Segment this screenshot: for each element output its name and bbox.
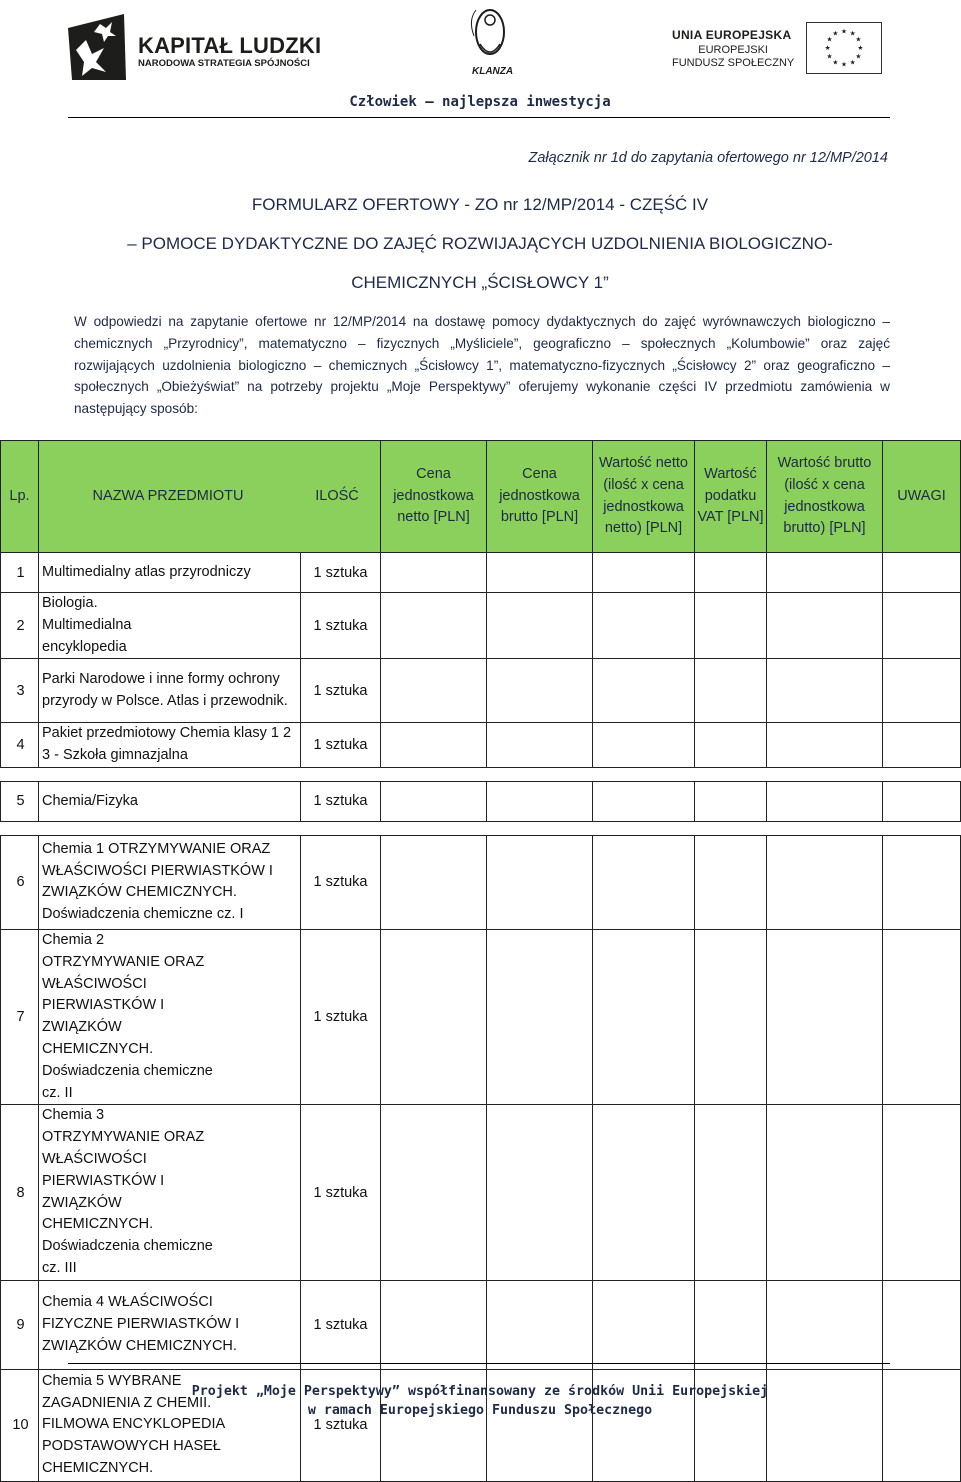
net-price-cell[interactable] — [381, 723, 487, 768]
row-qty: 1 sztuka — [301, 929, 381, 1104]
row-name: Chemia/Fizyka — [39, 781, 301, 821]
net-price-cell[interactable] — [381, 835, 487, 929]
gross-price-cell[interactable] — [487, 929, 593, 1104]
eu-line-2: EUROPEJSKI — [698, 44, 768, 56]
gross-price-cell[interactable] — [487, 659, 593, 723]
header-notes: UWAGI — [883, 441, 961, 553]
notes-cell[interactable] — [883, 929, 961, 1104]
row-lp: 5 — [1, 781, 39, 821]
notes-cell[interactable] — [883, 593, 961, 659]
table-row — [1, 553, 961, 593]
vat-cell[interactable] — [695, 835, 767, 929]
net-value-cell[interactable] — [593, 593, 695, 659]
row-qty: 1 sztuka — [301, 553, 381, 593]
net-value-cell[interactable] — [593, 929, 695, 1104]
gross-value-cell[interactable] — [767, 1105, 883, 1280]
page-footer — [0, 1382, 960, 1420]
intro-paragraph: W odpowiedzi na zapytanie ofertowe nr 12/MP/2014 na dostawę pomocy dydaktycznych do zajęć wyrównawczych biologiczno – chemicznych „Przyrodnicy”, matematyczno – fizycznych „Myśliciele”, geograficzno – społecznych „Kolumbowie” oraz zajęć rozwijających uzdolnienia biologiczno – chemicznych „Ścisłowcy 1”, matematyczno-fizycznych „Ścisłowcy 2” oraz geograficzno – społecznych „Obieżyświat” na potrzeby projektu „Moje Perspektywy” oferujemy wykonanie części IV przedmiotu zamówienia w następujący sposób: — [74, 314, 890, 417]
row-lp: 10 — [1, 1369, 39, 1481]
table-gap — [1, 821, 961, 835]
net-value-cell[interactable] — [593, 723, 695, 768]
row-name: Multimedialny atlas przyrodniczy — [39, 553, 301, 593]
row-lp: 2 — [1, 593, 39, 659]
notes-cell[interactable] — [883, 1280, 961, 1369]
svg-text:★: ★ — [849, 58, 856, 67]
row-lp: 4 — [1, 723, 39, 768]
row-qty: 1 sztuka — [301, 659, 381, 723]
table-gap — [1, 767, 961, 781]
notes-cell[interactable] — [883, 835, 961, 929]
svg-text:★: ★ — [832, 29, 839, 38]
row-lp: 7 — [1, 929, 39, 1104]
row-qty: 1 sztuka — [301, 723, 381, 768]
footer-divider — [68, 1363, 890, 1364]
offer-table-wrapper — [0, 440, 960, 1482]
table-row — [1, 593, 961, 659]
row-name: Parki Narodowe i inne formy ochrony przyrody w Polsce. Atlas i przewodnik. — [39, 659, 301, 723]
vat-cell[interactable] — [695, 553, 767, 593]
gross-value-cell[interactable] — [767, 553, 883, 593]
table-header-row — [1, 441, 961, 553]
net-price-cell[interactable] — [381, 781, 487, 821]
vat-cell[interactable] — [695, 781, 767, 821]
gross-value-cell[interactable] — [767, 723, 883, 768]
svg-text:★: ★ — [855, 52, 862, 61]
notes-cell[interactable] — [883, 1105, 961, 1280]
offer-table — [0, 440, 961, 1482]
row-lp: 6 — [1, 835, 39, 929]
table-gap-row — [1, 821, 961, 835]
page-header — [0, 0, 960, 122]
net-value-cell[interactable] — [593, 835, 695, 929]
svg-text:★: ★ — [826, 52, 833, 61]
row-name: Pakiet przedmiotowy Chemia klasy 1 2 3 - Szkoła gimnazjalna — [39, 723, 301, 768]
table-row — [1, 1280, 961, 1369]
row-name: Chemia 4 WŁAŚCIWOŚCI FIZYCZNE PIERWIASTKÓW I ZWIĄZKÓW CHEMICZNYCH. — [39, 1280, 301, 1369]
notes-cell[interactable] — [883, 781, 961, 821]
footer-line-2: w ramach Europejskiego Funduszu Społecznego — [307, 1403, 653, 1418]
svg-text:★: ★ — [855, 35, 862, 44]
gross-value-cell[interactable] — [767, 835, 883, 929]
vat-cell[interactable] — [695, 1105, 767, 1280]
net-price-cell[interactable] — [381, 593, 487, 659]
net-value-cell[interactable] — [593, 781, 695, 821]
svg-text:★: ★ — [832, 58, 839, 67]
header-net-price: Cena jednostkowa netto [PLN] — [381, 441, 487, 553]
kapital-ludzki-title: KAPITAŁ LUDZKI — [138, 33, 322, 58]
header-qty: ILOŚĆ — [315, 487, 359, 504]
net-price-cell[interactable] — [381, 553, 487, 593]
header-vat: Wartość podatku VAT [PLN] — [695, 441, 767, 553]
row-qty: 1 sztuka — [301, 1105, 381, 1280]
notes-cell[interactable] — [883, 723, 961, 768]
svg-text:★: ★ — [840, 60, 848, 69]
klanza-label: KLANZA — [472, 66, 514, 77]
header-divider — [68, 117, 890, 118]
table-row — [1, 929, 961, 1104]
net-value-cell[interactable] — [593, 553, 695, 593]
table-row — [1, 723, 961, 768]
net-price-cell[interactable] — [381, 659, 487, 723]
row-qty: 1 sztuka — [301, 1369, 381, 1481]
svg-text:★: ★ — [849, 29, 856, 38]
header-net-value: Wartość netto (ilość x cena jednostkowa netto) [PLN] — [593, 441, 695, 553]
tagline: Człowiek – najlepsza inwestycja — [349, 94, 611, 110]
row-name: Chemia 2 OTRZYMYWANIE ORAZ WŁAŚCIWOŚCI PIERWIASTKÓW I ZWIĄZKÓW CHEMICZNYCH. Doświadczenia chemiczne cz. II — [39, 929, 301, 1104]
gross-price-cell[interactable] — [487, 553, 593, 593]
row-name: Chemia 1 OTRZYMYWANIE ORAZ WŁAŚCIWOŚCI PIERWIASTKÓW I ZWIĄZKÓW CHEMICZNYCH. Doświadczenia chemiczne cz. I — [39, 835, 301, 929]
gross-value-cell[interactable] — [767, 1280, 883, 1369]
row-qty: 1 sztuka — [301, 835, 381, 929]
form-title: FORMULARZ OFERTOWY - ZO nr 12/MP/2014 - CZĘŚĆ IV — [251, 195, 709, 214]
vat-cell[interactable] — [695, 1280, 767, 1369]
row-name: Biologia. Multimedialna encyklopedia — [39, 593, 301, 659]
row-name: Chemia 3 OTRZYMYWANIE ORAZ WŁAŚCIWOŚCI PIERWIASTKÓW I ZWIĄZKÓW CHEMICZNYCH. Doświadczenia chemiczne cz. III — [39, 1105, 301, 1280]
form-subtitle-line-1: – POMOCE DYDAKTYCZNE DO ZAJĘĆ ROZWIJAJĄCYCH UZDOLNIENIA BIOLOGICZNO- — [127, 234, 833, 253]
gross-value-cell[interactable] — [767, 781, 883, 821]
table-row — [1, 659, 961, 723]
notes-cell[interactable] — [883, 553, 961, 593]
row-qty: 1 sztuka — [301, 781, 381, 821]
net-price-cell[interactable] — [381, 1280, 487, 1369]
gross-value-cell[interactable] — [767, 929, 883, 1104]
vat-cell[interactable] — [695, 723, 767, 768]
row-qty: 1 sztuka — [301, 1280, 381, 1369]
form-subtitle-line-2: CHEMICZNYCH „ŚCISŁOWCY 1” — [351, 273, 609, 292]
attachment-note: Załącznik nr 1d do zapytania ofertowego nr 12/MP/2014 — [528, 150, 888, 166]
eu-line-3: FUNDUSZ SPOŁECZNY — [672, 57, 795, 69]
net-price-cell[interactable] — [381, 1105, 487, 1280]
row-lp: 8 — [1, 1105, 39, 1280]
net-value-cell[interactable] — [593, 1105, 695, 1280]
row-name: Chemia 5 WYBRANE ZAGADNIENIA Z CHEMII. FILMOWA ENCYKLOPEDIA PODSTAWOWYCH HASEŁ CHEMICZNYCH. — [39, 1369, 301, 1481]
net-value-cell[interactable] — [593, 659, 695, 723]
gross-price-cell[interactable] — [487, 1105, 593, 1280]
table-row — [1, 1105, 961, 1280]
row-lp: 9 — [1, 1280, 39, 1369]
table-gap-row — [1, 767, 961, 781]
svg-text:★: ★ — [840, 27, 848, 36]
vat-cell[interactable] — [695, 929, 767, 1104]
header-name: NAZWA PRZEDMIOTU — [92, 487, 244, 504]
svg-text:★: ★ — [824, 43, 831, 52]
net-price-cell[interactable] — [381, 929, 487, 1104]
gross-price-cell[interactable] — [487, 781, 593, 821]
gross-price-cell[interactable] — [487, 835, 593, 929]
eu-flag-icon — [806, 22, 882, 74]
row-lp: 1 — [1, 553, 39, 593]
vat-cell[interactable] — [695, 659, 767, 723]
kapital-ludzki-subtitle: NARODOWA STRATEGIA SPÓJNOŚCI — [138, 58, 310, 69]
header-name-qty — [39, 441, 381, 553]
svg-text:★: ★ — [857, 43, 864, 52]
eu-line-1: UNIA EUROPEJSKA — [672, 28, 792, 42]
table-row — [1, 835, 961, 929]
row-qty: 1 sztuka — [301, 593, 381, 659]
vat-cell[interactable] — [695, 593, 767, 659]
gross-price-cell[interactable] — [487, 723, 593, 768]
header-gross-price: Cena jednostkowa brutto [PLN] — [487, 441, 593, 553]
gross-value-cell[interactable] — [767, 593, 883, 659]
footer-line-1: Projekt „Moje Perspektywy” współfinansowany ze środków Unii Europejskiej — [191, 1384, 769, 1399]
gross-price-cell[interactable] — [487, 593, 593, 659]
table-row — [1, 781, 961, 821]
header-gross-value: Wartość brutto (ilość x cena jednostkowa brutto) [PLN] — [767, 441, 883, 553]
gross-value-cell[interactable] — [767, 659, 883, 723]
net-value-cell[interactable] — [593, 1280, 695, 1369]
notes-cell[interactable] — [883, 659, 961, 723]
eu-text-block — [672, 28, 794, 69]
svg-text:★: ★ — [826, 35, 833, 44]
gross-price-cell[interactable] — [487, 1280, 593, 1369]
header-lp: Lp. — [1, 441, 39, 553]
row-lp: 3 — [1, 659, 39, 723]
